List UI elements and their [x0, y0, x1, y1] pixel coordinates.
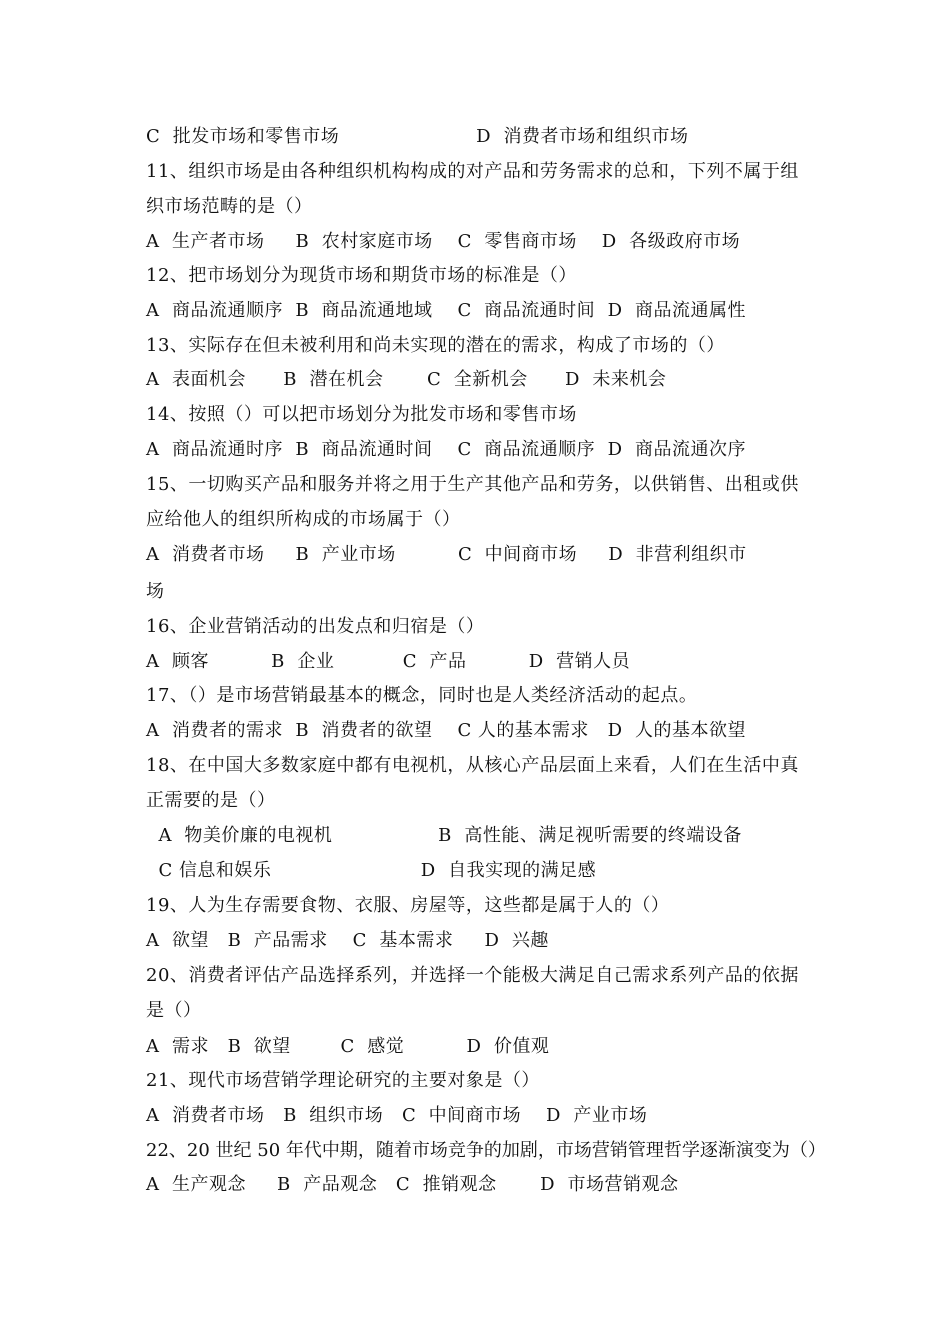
question-20-line-2: 是（）	[146, 1000, 202, 1021]
question-21: 21、现代市场营销学理论研究的主要对象是（）	[146, 1070, 540, 1091]
question-15-line-2: 应给他人的组织所构成的市场属于（）	[146, 509, 461, 530]
question-22-options: A 生产观念 B 产品观念 C 推销观念 D 市场营销观念	[146, 1174, 679, 1195]
question-21-options: A 消费者市场 B 组织市场 C 中间商市场 D 产业市场	[146, 1105, 648, 1126]
question-12: 12、把市场划分为现货市场和期货市场的标准是（）	[146, 265, 577, 286]
question-15-options-wrap: 场	[146, 581, 165, 602]
question-18-line-1: 18、在中国大多数家庭中都有电视机，从核心产品层面上来看，人们在生活中真	[146, 755, 799, 776]
question-11-options: A 生产者市场 B 农村家庭市场 C 零售商市场 D 各级政府市场	[146, 231, 741, 252]
question-18-options-cd: C 信息和娱乐 D 自我实现的满足感	[146, 860, 597, 881]
question-20-line-1: 20、消费者评估产品选择系列，并选择一个能极大满足自己需求系列产品的依据	[146, 965, 799, 986]
question-13: 13、实际存在但未被利用和尚未实现的潜在的需求，构成了市场的（）	[146, 335, 725, 356]
question-16-options: A 顾客 B 企业 C 产品 D 营销人员	[146, 651, 631, 672]
question-19-options: A 欲望 B 产品需求 C 基本需求 D 兴趣	[146, 930, 549, 951]
option-line-q10-cd: C 批发市场和零售市场 D 消费者市场和组织市场	[146, 126, 689, 147]
question-14: 14、按照（）可以把市场划分为批发市场和零售市场	[146, 404, 577, 425]
question-18-options-ab: A 物美价廉的电视机 B 高性能、满足视听需要的终端设备	[146, 825, 742, 846]
question-13-options: A 表面机会 B 潜在机会 C 全新机会 D 未来机会	[146, 369, 667, 390]
question-18-line-2: 正需要的是（）	[146, 790, 276, 811]
question-15-line-1: 15、一切购买产品和服务并将之用于生产其他产品和劳务，以供销售、出租或供	[146, 474, 799, 495]
question-17-options: A 消费者的需求 B 消费者的欲望 C 人的基本需求 D 人的基本欲望	[146, 720, 746, 741]
question-16: 16、企业营销活动的出发点和归宿是（）	[146, 616, 485, 637]
question-14-options: A 商品流通时序 B 商品流通时间 C 商品流通顺序 D 商品流通次序	[146, 439, 746, 460]
question-20-options: A 需求 B 欲望 C 感觉 D 价值观	[146, 1036, 550, 1057]
question-19: 19、人为生存需要食物、衣服、房屋等，这些都是属于人的（）	[146, 895, 670, 916]
question-22: 22、20 世纪 50 年代中期，随着市场竞争的加剧，市场营销管理哲学逐渐演变为（）	[146, 1140, 826, 1161]
question-15-options: A 消费者市场 B 产业市场 C 中间商市场 D 非营利组织市	[146, 544, 747, 565]
question-11-line-2: 织市场范畴的是（）	[146, 196, 313, 217]
question-12-options: A 商品流通顺序 B 商品流通地域 C 商品流通时间 D 商品流通属性	[146, 300, 746, 321]
question-17: 17、（）是市场营销最基本的概念，同时也是人类经济活动的起点。	[146, 685, 698, 706]
question-11-line-1: 11、组织市场是由各种组织机构构成的对产品和劳务需求的总和，下列不属于组	[146, 161, 799, 182]
